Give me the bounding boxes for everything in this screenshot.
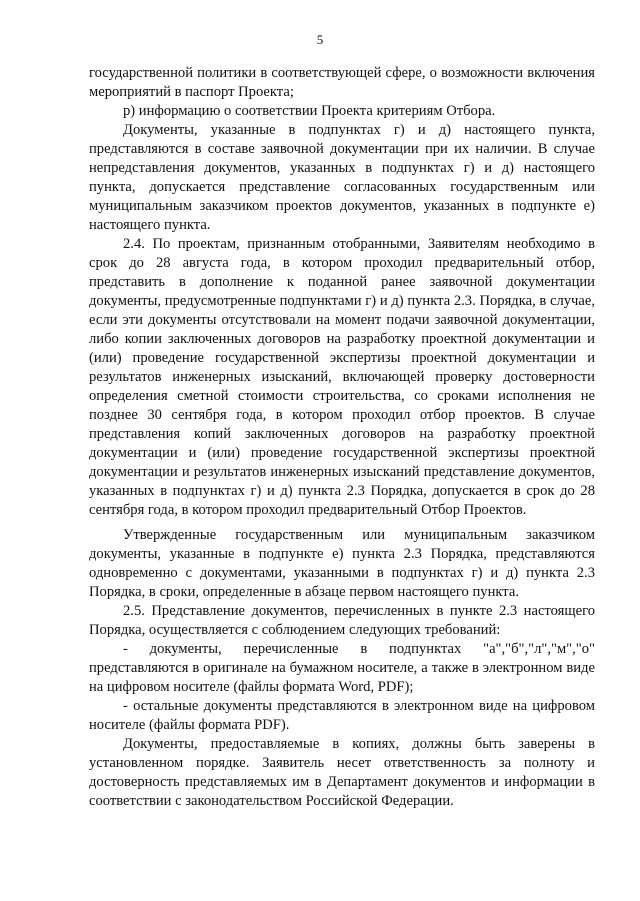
page-number: 5 bbox=[316, 32, 324, 47]
paragraph-item-r: р) информацию о соответствии Проекта критериям Отбора. bbox=[123, 103, 496, 119]
document-body bbox=[89, 64, 595, 811]
paragraph-continuation: государственной политики в соответствующей сфере, о возможности включения мероприятий в паспорт Проекта; bbox=[89, 65, 595, 100]
list-item-digital-only: - остальные документы представляются в электронном виде на цифровом носителе (файлы формата PDF). bbox=[89, 698, 595, 733]
paragraph-documents-note: Документы, указанные в подпунктах г) и д) настоящего пункта, представляются в составе заявочной документации при их наличии. В случае непредставления документов, указанных в подпунктах г) и д) настоящего пункта, допускается представление согласованных государственным или муниципальным заказчиком проектов документов, указанных в подпункте е) настоящего пункта. bbox=[89, 122, 595, 233]
paragraph-approved-documents: Утвержденные государственным или муниципальным заказчиком документы, указанные в подпункте е) пункта 2.3 Порядка, представляются одновременно с документами, указанными в подпунктах г) и д) пункта 2.3 Порядка, в сроки, определенные в абзаце первом настоящего пункта. bbox=[89, 527, 595, 600]
paragraph-2-4: 2.4. По проектам, признанным отобранными, Заявителям необходимо в срок до 28 августа года, в котором проходил предварительный отбор, представить в дополнение к поданной ранее заявочной документации документы, предусмотренные подпунктами г) и д) пункта 2.3. Порядка, в случае, если эти документы отсутствовали на момент подачи заявочной документации, либо копии заключенных договоров на разработку проектной документации и (или) проведение государственной экспертизы проектной документации и результатов инженерных изысканий, включающей проверку достоверности определения сметной стоимости строительства, со сроками исполнения не позднее 30 сентября года, в котором проходил отбор проектов. В случае представления копий заключенных договоров на разработку проектной документации и (или) проведение государственной экспертизы проектной документации и результатов инженерных изысканий представление документов, указанных в подпунктах г) и д) пункта 2.3 Порядка, допускается в срок до 28 сентября года, в котором проходил предварительный Отбор Проектов. bbox=[89, 236, 595, 518]
list-item-paper-and-digital: - документы, перечисленные в подпунктах "а","б","л","м","о" представляются в оригинале на бумажном носителе, а также в электронном виде на цифровом носителе (файлы формата Word, PDF); bbox=[89, 641, 595, 695]
paragraph-copies-responsibility: Документы, предоставляемые в копиях, должны быть заверены в установленном порядке. Заявитель несет ответственность за полноту и достоверность представляемых им в Департамент документов и информации в соответствии с законодательством Российской Федерации. bbox=[89, 736, 595, 809]
paragraph-2-5: 2.5. Представление документов, перечисленных в пункте 2.3 настоящего Порядка, осуществляется с соблюдением следующих требований: bbox=[89, 603, 595, 638]
